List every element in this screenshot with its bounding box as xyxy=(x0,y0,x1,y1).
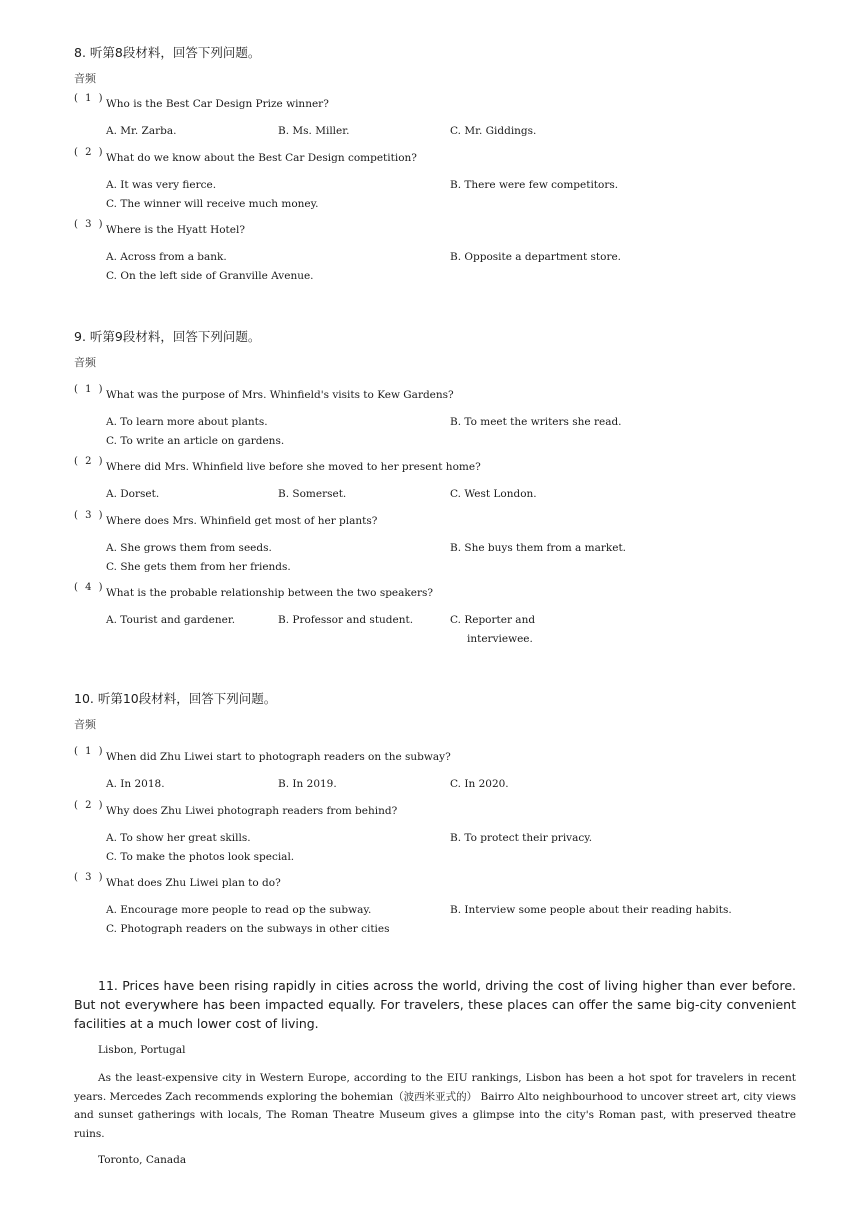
section-heading: 8. 听第8段材料，回答下列问题。 xyxy=(74,45,261,60)
option-b[interactable]: B. To meet the writers she read. xyxy=(450,416,622,428)
option-b[interactable]: B. Ms. Miller. xyxy=(278,125,350,137)
audio-label[interactable]: 音频 xyxy=(74,356,96,369)
question-number: ( 3 ) xyxy=(74,872,105,883)
question-number: ( 1 ) xyxy=(74,384,105,395)
question-text: Where does Mrs. Whinfield get most of her plants? xyxy=(106,515,378,527)
option-c[interactable]: C. Reporter and xyxy=(450,614,536,626)
passage-paragraph: As the least-expensive city in Western Europe, according to the EIU rankings, Lisbon has been a hot spot for travelers in recent years. Mercedes Zach recommends exploring the bohemian（波西米亚式的） Bairro Alto neighbourhood to uncover street art, city views and sunset gatherings with locals, The Roman Theatre Museum gives a glimpse into the city's Roman past, with preserved theatre ruins. xyxy=(74,1072,796,1140)
option-b[interactable]: B. Somerset. xyxy=(278,488,347,500)
option-a[interactable]: A. She grows them from seeds. xyxy=(106,542,272,554)
section-heading: 10. 听第10段材料，回答下列问题。 xyxy=(74,691,277,706)
question-text: What do we know about the Best Car Design competition? xyxy=(106,152,417,164)
option-c[interactable]: C. To write an article on gardens. xyxy=(106,435,285,447)
section-heading: 9. 听第9段材料，回答下列问题。 xyxy=(74,329,261,344)
option-b[interactable]: B. Professor and student. xyxy=(278,614,414,626)
option-a[interactable]: A. Dorset. xyxy=(106,488,160,500)
option-a[interactable]: A. Mr. Zarba. xyxy=(106,125,177,137)
question-number: ( 1 ) xyxy=(74,746,105,757)
question-number: ( 2 ) xyxy=(74,800,105,811)
question-number: ( 2 ) xyxy=(74,456,105,467)
option-c-continued[interactable]: interviewee. xyxy=(467,633,533,645)
question-number: ( 4 ) xyxy=(74,582,105,593)
option-a[interactable]: A. In 2018. xyxy=(106,778,165,790)
question-number: ( 3 ) xyxy=(74,510,105,521)
option-c[interactable]: C. On the left side of Granville Avenue. xyxy=(106,270,314,282)
question-number: ( 1 ) xyxy=(74,93,105,104)
question-text: Why does Zhu Liwei photograph readers from behind? xyxy=(106,805,398,817)
option-c[interactable]: C. Mr. Giddings. xyxy=(450,125,537,137)
question-number: ( 2 ) xyxy=(74,147,105,158)
option-b[interactable]: B. There were few competitors. xyxy=(450,179,619,191)
option-b[interactable]: B. She buys them from a market. xyxy=(450,542,627,554)
question-number: ( 3 ) xyxy=(74,219,105,230)
option-b[interactable]: B. Opposite a department store. xyxy=(450,251,622,263)
option-b[interactable]: B. In 2019. xyxy=(278,778,337,790)
option-b[interactable]: B. Interview some people about their reading habits. xyxy=(450,904,732,916)
option-a[interactable]: A. Encourage more people to read op the subway. xyxy=(106,904,372,916)
audio-label[interactable]: 音频 xyxy=(74,718,96,731)
passage-intro: 11. Prices have been rising rapidly in cities across the world, driving the cost of living higher than ever before. But not everywhere has been impacted equally. For travelers, these places can offer the same big-city convenient facilities at a much lower cost of living. xyxy=(74,978,796,1031)
option-c[interactable]: C. In 2020. xyxy=(450,778,509,790)
question-text: Where is the Hyatt Hotel? xyxy=(106,224,245,236)
question-text: Who is the Best Car Design Prize winner? xyxy=(106,98,329,110)
question-text: What was the purpose of Mrs. Whinfield's visits to Kew Gardens? xyxy=(106,389,454,401)
option-c[interactable]: C. She gets them from her friends. xyxy=(106,561,291,573)
option-a[interactable]: A. To learn more about plants. xyxy=(106,416,268,428)
question-text: What does Zhu Liwei plan to do? xyxy=(106,877,281,889)
option-c[interactable]: C. Photograph readers on the subways in other cities xyxy=(106,923,390,935)
option-b[interactable]: B. To protect their privacy. xyxy=(450,832,593,844)
option-a[interactable]: A. Across from a bank. xyxy=(106,251,227,263)
option-a[interactable]: A. To show her great skills. xyxy=(106,832,251,844)
city-heading: Toronto, Canada xyxy=(98,1154,187,1166)
option-a[interactable]: A. It was very fierce. xyxy=(106,179,217,191)
option-a[interactable]: A. Tourist and gardener. xyxy=(106,614,236,626)
option-c[interactable]: C. West London. xyxy=(450,488,537,500)
question-text: What is the probable relationship between the two speakers? xyxy=(106,587,434,599)
option-c[interactable]: C. The winner will receive much money. xyxy=(106,198,319,210)
audio-label[interactable]: 音频 xyxy=(74,72,96,85)
question-text: Where did Mrs. Whinfield live before she moved to her present home? xyxy=(106,461,481,473)
question-text: When did Zhu Liwei start to photograph readers on the subway? xyxy=(106,751,451,763)
city-heading: Lisbon, Portugal xyxy=(98,1044,186,1056)
option-c[interactable]: C. To make the photos look special. xyxy=(106,851,295,863)
